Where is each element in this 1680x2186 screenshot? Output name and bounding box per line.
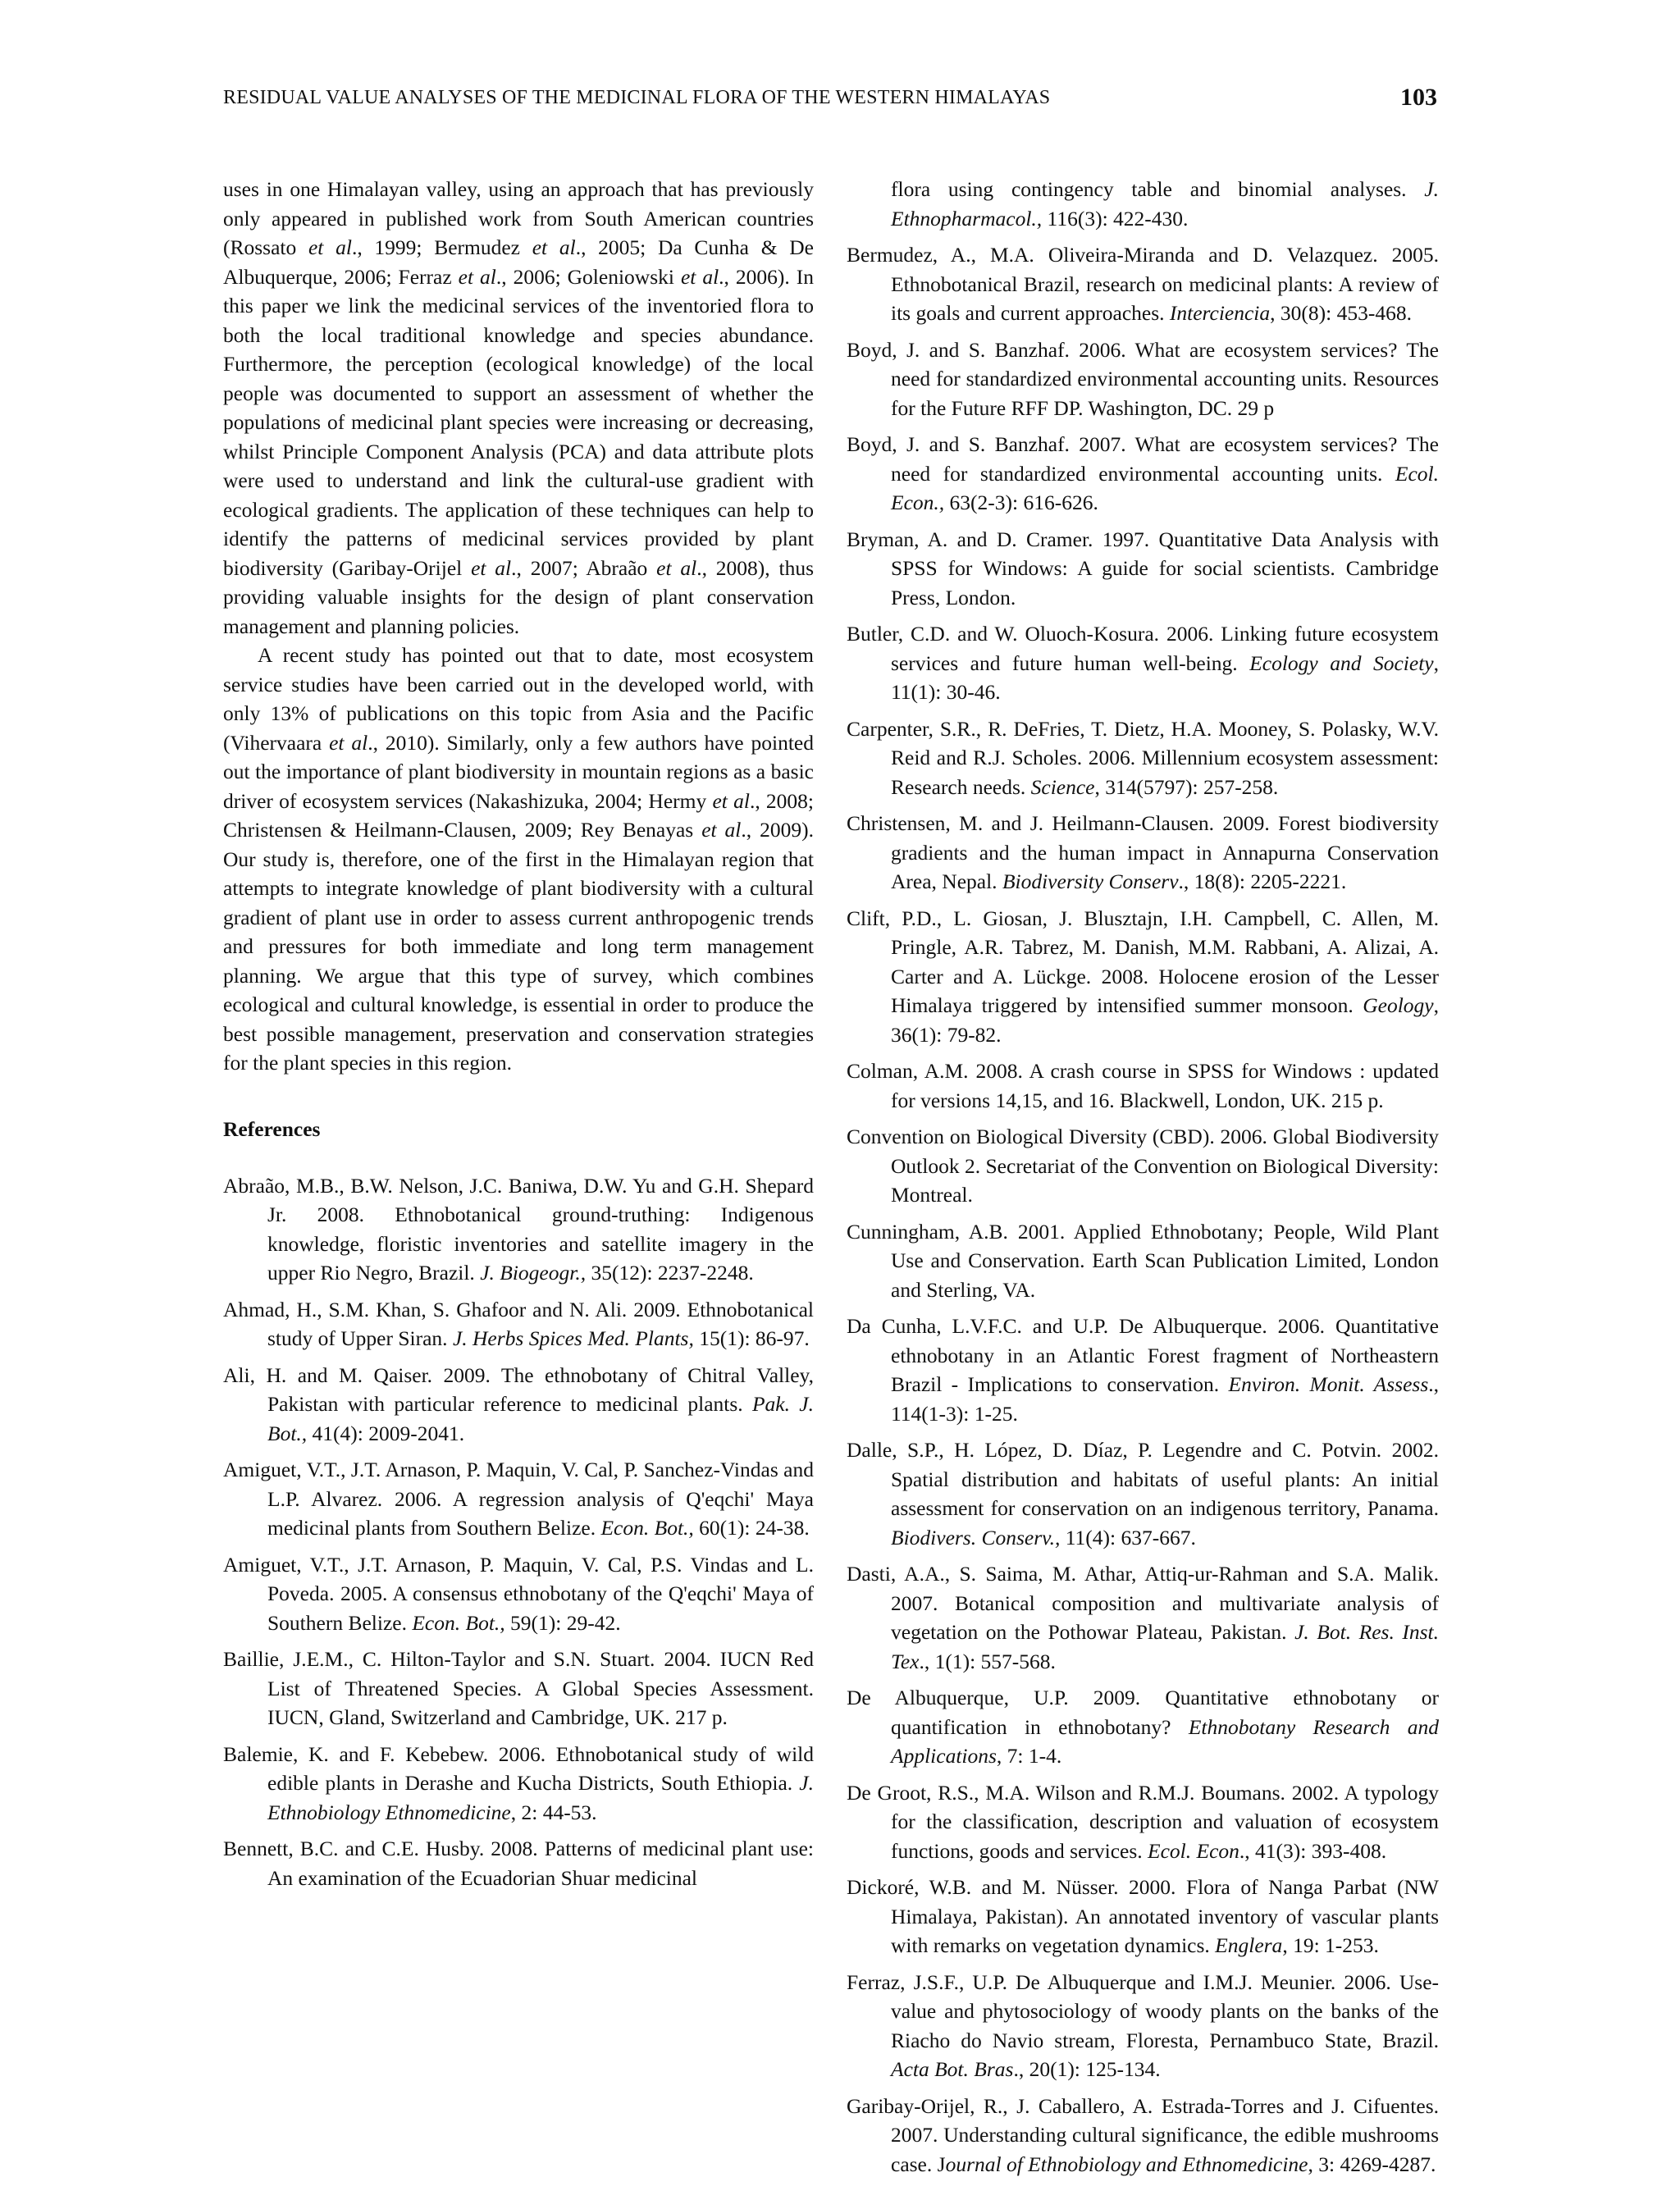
reference-entry: Da Cunha, L.V.F.C. and U.P. De Albuquerque. 2006. Quantitative ethnobotany in an Atlantic Forest fragment of Northeastern Brazil - Implications to conservation. Environ. Monit. Assess., 114(1-3): 1-25. [847, 1314, 1439, 1426]
page-number: 103 [1400, 84, 1437, 111]
running-head: RESIDUAL VALUE ANALYSES OF THE MEDICINAL FLORA OF THE WESTERN HIMALAYAS [223, 87, 1051, 108]
reference-entry: Bennett, B.C. and C.E. Husby. 2008. Patterns of medicinal plant use: An examination of the Ecuadorian Shuar medicinal [223, 1837, 814, 1890]
reference-entry: Christensen, M. and J. Heilmann-Clausen. 2009. Forest biodiversity gradients and the human impact in Annapurna Conservation Area, Nepal. Biodiversity Conserv., 18(8): 2205-2221. [847, 811, 1439, 893]
reference-entry: Ali, H. and M. Qaiser. 2009. The ethnobotany of Chitral Valley, Pakistan with particular reference to medicinal plants. Pak. J. Bot., 41(4): 2009-2041. [223, 1362, 814, 1445]
reference-entry: De Albuquerque, U.P. 2009. Quantitative ethnobotany or quantification in ethnobotany? Ethnobotany Research and Applications, 7: 1-4. [847, 1686, 1440, 1768]
reference-entry: Abraão, M.B., B.W. Nelson, J.C. Baniwa, D.W. Yu and G.H. Shepard Jr. 2008. Ethnobotanical ground-truthing: Indigenous knowledge, floristic inventories and satellite imagery in the upper Rio Negro, Brazil. J. Biogeogr., 35(12): 2237-2248. [223, 1173, 814, 1285]
reference-entry: De Groot, R.S., M.A. Wilson and R.M.J. Boumans. 2002. A typology for the classification, description and valuation of ecosystem functions, goods and services. Ecol. Econ., 41(3): 393-408. [847, 1780, 1439, 1863]
reference-entry: Dickoré, W.B. and M. Nüsser. 2000. Flora of Nanga Parbat (NW Himalaya, Pakistan). An annotated inventory of vascular plants with remarks on vegetation dynamics. Englera, 19: 1-253. [847, 1875, 1439, 1957]
reference-entry: Amiguet, V.T., J.T. Arnason, P. Maquin, V. Cal, P. Sanchez-Vindas and L.P. Alvarez. 2006. A regression analysis of Q'eqchi' Maya medicinal plants from Southern Belize. Econ. Bot., 60(1): 24-38. [223, 1458, 814, 1540]
reference-entry: Butler, C.D. and W. Oluoch-Kosura. 2006. Linking future ecosystem services and future human well-being. Ecology and Society, 11(1): 30-46. [847, 622, 1439, 704]
reference-list-right [847, 240, 1439, 2179]
reference-entry: Convention on Biological Diversity (CBD). 2006. Global Biodiversity Outlook 2. Secretariat of the Convention on Biological Diversity: Montreal. [847, 1125, 1439, 1207]
reference-entry: Dasti, A.A., S. Saima, M. Athar, Attiq-ur-Rahman and S.A. Malik. 2007. Botanical composition and multivariate analysis of vegetation on the Pothowar Plateau, Pakistan. J. Bot. Res. Inst. Tex., 1(1): 557-568. [847, 1562, 1439, 1673]
reference-entry: Colman, A.M. 2008. A crash course in SPSS for Windows : updated for versions 14,15, and 16. Blackwell, London, UK. 215 p. [847, 1059, 1439, 1112]
reference-list-left [223, 1171, 814, 1893]
reference-entry: Dalle, S.P., H. López, D. Díaz, P. Legendre and C. Potvin. 2002. Spatial distribution and habitats of useful plants: An initial assessment for conservation on an indigenous territory, Panama. Biodivers. Conserv., 11(4): 637-667. [847, 1438, 1439, 1549]
reference-entry: Cunningham, A.B. 2001. Applied Ethnobotany; People, Wild Plant Use and Conservation. Earth Scan Publication Limited, London and Sterling, VA. [847, 1219, 1439, 1302]
reference-entry: Clift, P.D., L. Giosan, J. Blusztajn, I.H. Campbell, C. Allen, M. Pringle, A.R. Tabrez, M. Danish, M.M. Rabbani, A. Alizai, A. Carter and A. Lückge. 2008. Holocene erosion of the Lesser Himalaya triggered by intensified summer monsoon. Geology, 36(1): 79-82. [847, 906, 1439, 1047]
reference-entry: Boyd, J. and S. Banzhaf. 2006. What are ecosystem services? The need for standardized environmental accounting units. Resources for the Future RFF DP. Washington, DC. 29 p [847, 337, 1439, 420]
reference-entry: Carpenter, S.R., R. DeFries, T. Dietz, H.A. Mooney, S. Polasky, W.V. Reid and R.J. Scholes. 2006. Millennium ecosystem assessment: Research needs. Science, 314(5797): 257-258. [847, 716, 1439, 799]
reference-entry: Baillie, J.E.M., C. Hilton-Taylor and S.N. Stuart. 2004. IUCN Red List of Threatened Species. A Global Species Assessment. IUCN, Gland, Switzerland and Cambridge, UK. 217 p. [223, 1647, 814, 1729]
reference-entry: Ferraz, J.S.F., U.P. De Albuquerque and I.M.J. Meunier. 2006. Use-value and phytosociology of woody plants on the banks of the Riacho do Navio stream, Floresta, Pernambuco State, Brazil. Acta Bot. Bras., 20(1): 125-134. [847, 1969, 1439, 2081]
body-text [223, 175, 814, 1078]
reference-entry: Bermudez, A., M.A. Oliveira-Miranda and D. Velazquez. 2005. Ethnobotanical Brazil, research on medicinal plants: A review of its goals and current approaches. Interciencia, 30(8): 453-468. [847, 243, 1439, 325]
reference-entry: Boyd, J. and S. Banzhaf. 2007. What are ecosystem services? The need for standardized environmental accounting units. Ecol. Econ., 63(2-3): 616-626. [847, 432, 1439, 514]
reference-entry: Garibay-Orijel, R., J. Caballero, A. Estrada-Torres and J. Cifuentes. 2007. Understanding cultural significance, the edible mushrooms case. Journal of Ethnobiology and Ethnomedicine, 3: 4269-4287. [847, 2093, 1439, 2176]
reference-entry: Bryman, A. and D. Cramer. 1997. Quantitative Data Analysis with SPSS for Windows: A guide for social scientists. Cambridge Press, London. [847, 527, 1439, 609]
left-column [223, 175, 814, 1900]
reference-continuation: flora using contingency table and binomial analyses. J. Ethnopharmacol., 116(3): 422-430. [891, 177, 1439, 230]
body-paragraph: uses in one Himalayan valley, using an approach that has previously only appeared in published work from South American countries (Rossato et al., 1999; Bermudez et al., 2005; Da Cunha & De Albuquerque, 2006; Ferraz et al., 2006; Goleniowski et al., 2006). In this paper we link the medicinal services of the inventoried flora to both the local traditional knowledge and species abundance. Furthermore, the perception (ecological knowledge) of the local people was documented to support an assessment of whether the populations of medicinal plant species were increasing or decreasing, whilst Principle Component Analysis (PCA) and data attribute plots were used to understand and link the cultural-use gradient with ecological gradients. The application of these techniques can help to identify the patterns of medicinal services provided by plant biodiversity (Garibay-Orijel et al., 2007; Abraão et al., 2008), thus providing valuable insights for the design of plant conservation management and planning policies. [223, 177, 814, 638]
page-header [223, 84, 1437, 120]
reference-entry: Amiguet, V.T., J.T. Arnason, P. Maquin, V. Cal, P.S. Vindas and L. Poveda. 2005. A consensus ethnobotany of the Q'eqchi' Maya of Southern Belize. Econ. Bot., 59(1): 29-42. [223, 1552, 814, 1635]
right-column [847, 175, 1439, 2186]
body-paragraph: A recent study has pointed out that to date, most ecosystem service studies have been carried out in the developed world, with only 13% of publications on this topic from Asia and the Pacific (Vihervaara et al., 2010). Similarly, only a few authors have pointed out the importance of plant biodiversity in mountain regions as a basic driver of ecosystem services (Nakashizuka, 2004; Hermy et al., 2008; Christensen & Heilmann-Clausen, 2009; Rey Benayas et al., 2009). Our study is, therefore, one of the first in the Himalayan region that attempts to integrate knowledge of plant biodiversity with a cultural gradient of plant use in order to assess current anthropogenic trends and pressures for both immediate and long term management planning. We argue that this type of survey, which combines ecological and cultural knowledge, is essential in order to produce the best possible management, preservation and conservation strategies for the plant species in this region. [223, 643, 814, 1075]
reference-entry: Balemie, K. and F. Kebebew. 2006. Ethnobotanical study of wild edible plants in Derashe and Kucha Districts, South Ethiopia. J. Ethnobiology Ethnomedicine, 2: 44-53. [223, 1741, 814, 1824]
reference-entry: Ahmad, H., S.M. Khan, S. Ghafoor and N. Ali. 2009. Ethnobotanical study of Upper Siran. J. Herbs Spices Med. Plants, 15(1): 86-97. [223, 1297, 814, 1350]
references-heading: References [223, 1116, 321, 1141]
